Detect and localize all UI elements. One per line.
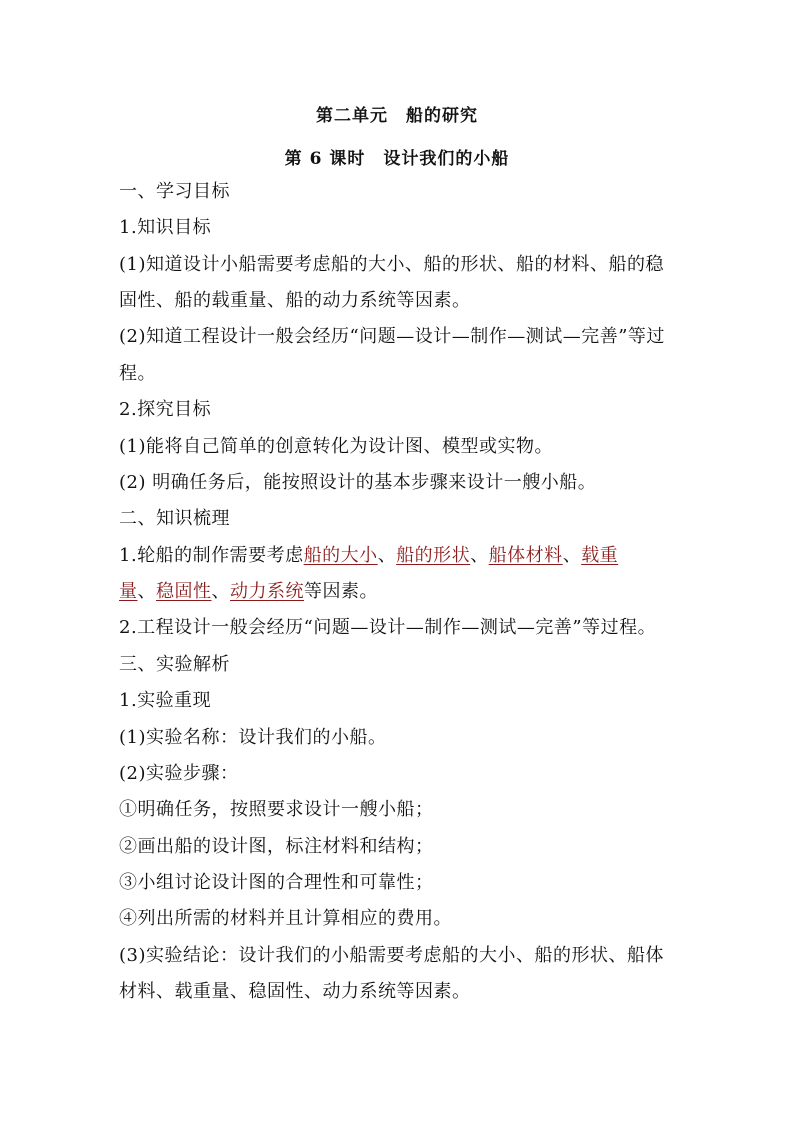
answer-blank: 载重 bbox=[581, 545, 619, 566]
answer-blank: 船的大小 bbox=[303, 545, 378, 566]
knowledge-point-1-line-1 bbox=[119, 545, 618, 567]
separator: 、 bbox=[470, 545, 489, 566]
separator: 、 bbox=[211, 581, 230, 602]
inquiry-goal-heading: 2.探究目标 bbox=[119, 399, 212, 420]
inquiry-goal-2: (2) 明确任务后，能按照设计的基本步骤来设计一艘小船。 bbox=[119, 472, 597, 493]
experiment-reproduce-heading: 1.实验重现 bbox=[119, 690, 212, 711]
knowledge-goal-2-line-1: (2)知道工程设计一般会经历“问题—设计—制作—测试—完善”等过 bbox=[119, 326, 665, 347]
answer-blank: 船的形状 bbox=[396, 545, 471, 566]
experiment-name: (1)实验名称：设计我们的小船。 bbox=[119, 727, 387, 748]
section-heading-objectives: 一、学习目标 bbox=[119, 181, 230, 202]
experiment-step-3: ③小组讨论设计图的合理性和可靠性； bbox=[119, 872, 434, 893]
separator: 、 bbox=[137, 581, 156, 602]
separator: 、 bbox=[377, 545, 397, 566]
answer-blank: 船体材料 bbox=[488, 545, 563, 566]
separator: 、 bbox=[562, 545, 582, 566]
experiment-steps-label: (2)实验步骤： bbox=[119, 763, 239, 784]
knowledge-goal-1-line-1: (1)知道设计小船需要考虑船的大小、船的形状、船的材料、船的稳 bbox=[119, 254, 664, 275]
answer-blank: 动力系统 bbox=[230, 581, 304, 602]
section-heading-knowledge: 二、知识梳理 bbox=[119, 508, 230, 529]
knowledge-point-1-line-2 bbox=[119, 581, 378, 603]
knowledge-goal-1-line-2: 固性、船的载重量、船的动力系统等因素。 bbox=[119, 290, 471, 311]
unit-title: 第二单元 船的研究 bbox=[316, 106, 478, 126]
knowledge-point-2: 2.工程设计一般会经历“问题—设计—制作—测试—完善”等过程。 bbox=[119, 617, 657, 638]
knowledge-point-1-suffix: 等因素。 bbox=[304, 581, 378, 602]
knowledge-goal-2-line-2: 程。 bbox=[119, 363, 156, 384]
knowledge-goal-heading: 1.知识目标 bbox=[119, 217, 212, 238]
answer-blank: 稳固性 bbox=[156, 581, 212, 602]
knowledge-point-1-prefix: 1.轮船的制作需要考虑 bbox=[119, 545, 304, 566]
experiment-step-2: ②画出船的设计图，标注材料和结构； bbox=[119, 836, 434, 857]
experiment-conclusion-line-1: (3)实验结论：设计我们的小船需要考虑船的大小、船的形状、船体 bbox=[119, 945, 664, 966]
experiment-step-1: ①明确任务，按照要求设计一艘小船； bbox=[119, 799, 434, 820]
inquiry-goal-1: (1)能将自己简单的创意转化为设计图、模型或实物。 bbox=[119, 436, 553, 457]
experiment-step-4: ④列出所需的材料并且计算相应的费用。 bbox=[119, 908, 452, 929]
experiment-conclusion-line-2: 材料、载重量、稳固性、动力系统等因素。 bbox=[119, 981, 471, 1002]
answer-blank: 量 bbox=[119, 581, 138, 602]
section-heading-experiment: 三、实验解析 bbox=[119, 654, 230, 675]
lesson-title: 第 6 课时 设计我们的小船 bbox=[284, 149, 510, 169]
